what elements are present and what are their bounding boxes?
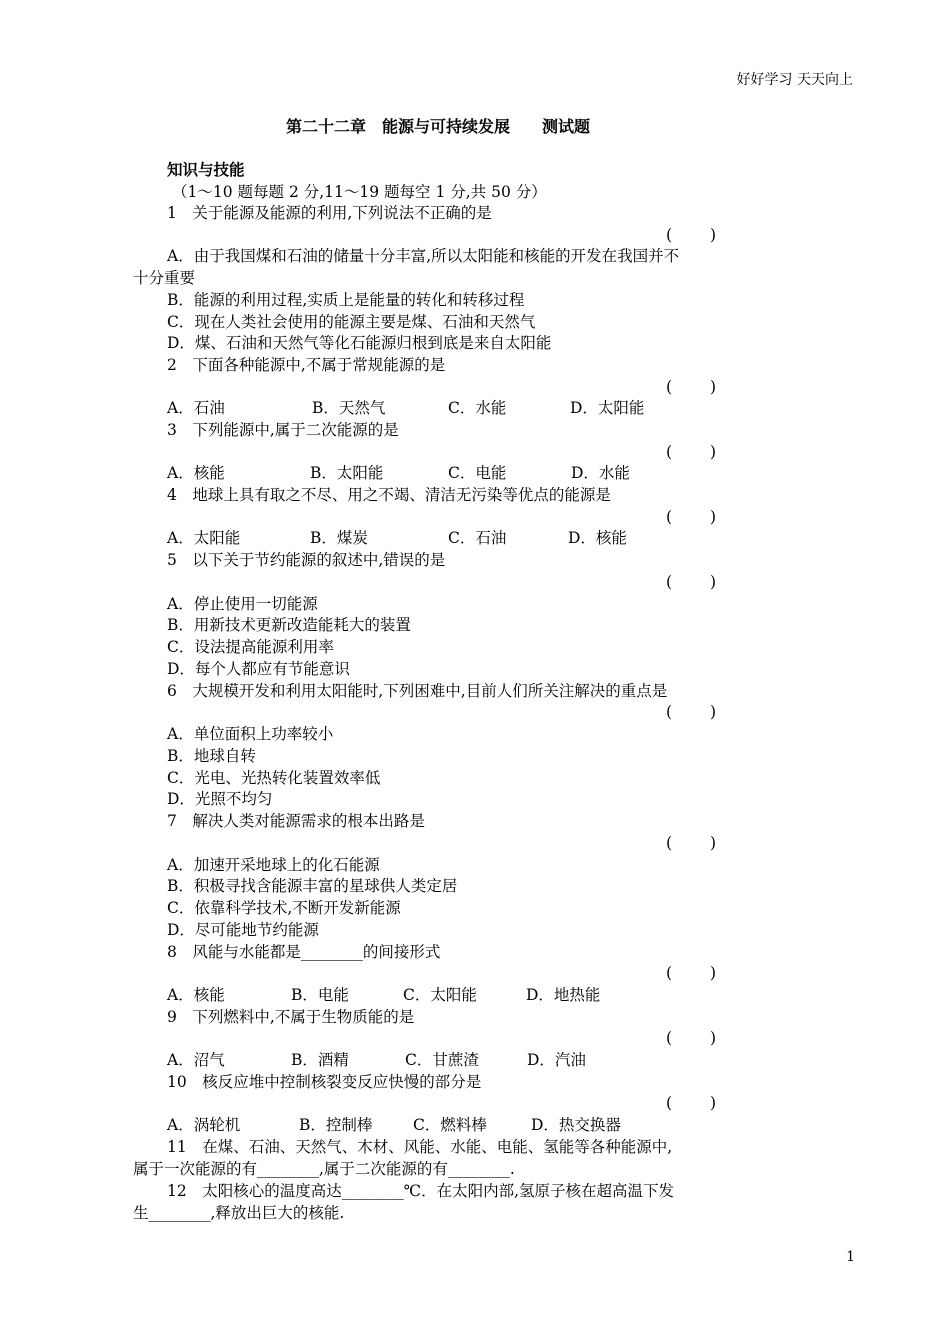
- option: B．煤炭: [310, 529, 368, 547]
- option: C．现在人类社会使用的能源主要是煤、石油和天然气: [167, 313, 536, 331]
- answer-paren: ( ): [666, 964, 716, 982]
- option: A．太阳能: [167, 529, 241, 547]
- option: A．停止使用一切能源: [167, 595, 318, 613]
- option: D．太阳能: [570, 399, 645, 417]
- section-title: 知识与技能: [167, 160, 245, 179]
- answer-paren: ( ): [666, 226, 716, 244]
- option: B．积极寻找含能源丰富的星球供人类定居: [167, 877, 458, 895]
- option: B．能源的利用过程,实质上是能量的转化和转移过程: [167, 291, 525, 309]
- option: D．煤、石油和天然气等化石能源归根到底是来自太阳能: [167, 334, 552, 352]
- question-stem: 9 下列燃料中,不属于生物质能的是: [167, 1008, 415, 1026]
- option-continuation: 十分重要: [133, 269, 196, 287]
- question-stem: 10 核反应堆中控制核裂变反应快慢的部分是: [167, 1073, 482, 1091]
- answer-paren: ( ): [666, 703, 716, 721]
- option: D．水能: [571, 464, 630, 482]
- option: A．核能: [167, 464, 225, 482]
- question-stem: 6 大规模开发和利用太阳能时,下列困难中,目前人们所关注解决的重点是: [167, 682, 668, 700]
- option: A．涡轮机: [167, 1116, 241, 1134]
- option: A．石油: [167, 399, 225, 417]
- answer-paren: ( ): [666, 508, 716, 526]
- question-stem: 1 关于能源及能源的利用,下列说法不正确的是: [167, 204, 492, 222]
- option: A．由于我国煤和石油的储量十分丰富,所以太阳能和核能的开发在我国并不: [167, 247, 680, 265]
- option: B．地球自转: [167, 747, 256, 765]
- option: B．用新技术更新改造能耗大的装置: [167, 616, 411, 634]
- answer-paren: ( ): [666, 1029, 716, 1047]
- option: D．地热能: [526, 986, 601, 1004]
- option: C．甘蔗渣: [405, 1051, 479, 1069]
- option: B．太阳能: [310, 464, 384, 482]
- option: A．单位面积上功率较小: [167, 725, 334, 743]
- answer-paren: ( ): [666, 834, 716, 852]
- fill-in-question: 12 太阳核心的温度高达________℃．在太阳内部,氢原子核在超高温下发: [167, 1182, 674, 1200]
- option: D．核能: [568, 529, 627, 547]
- option: C．光电、光热转化装置效率低: [167, 769, 381, 787]
- fill-in-question-continuation: 属于一次能源的有________,属于二次能源的有________.: [133, 1160, 515, 1178]
- option: D．热交换器: [531, 1116, 621, 1134]
- option: C．燃料棒: [413, 1116, 487, 1134]
- answer-paren: ( ): [666, 443, 716, 461]
- option: B．天然气: [312, 399, 386, 417]
- option: D．每个人都应有节能意识: [167, 660, 350, 678]
- option: C．依靠科学技术,不断开发新能源: [167, 899, 401, 917]
- option: C．水能: [448, 399, 507, 417]
- question-stem: 5 以下关于节约能源的叙述中,错误的是: [167, 551, 446, 569]
- option: B．电能: [291, 986, 349, 1004]
- fill-in-question-continuation: 生________,释放出巨大的核能.: [133, 1204, 345, 1222]
- option: D．尽可能地节约能源: [167, 921, 319, 939]
- question-stem: 2 下面各种能源中,不属于常规能源的是: [167, 356, 446, 374]
- question-stem: 3 下列能源中,属于二次能源的是: [167, 421, 399, 439]
- option: C．石油: [448, 529, 507, 547]
- option: D．光照不均匀: [167, 790, 273, 808]
- option: A．加速开采地球上的化石能源: [167, 856, 380, 874]
- option: B．控制棒: [299, 1116, 373, 1134]
- option: C．设法提高能源利用率: [167, 638, 334, 656]
- fill-in-question: 11 在煤、石油、天然气、木材、风能、水能、电能、氢能等各种能源中,: [167, 1138, 673, 1156]
- option: C．电能: [448, 464, 507, 482]
- question-stem: 4 地球上具有取之不尽、用之不竭、清洁无污染等优点的能源是: [167, 486, 611, 504]
- option: A．核能: [167, 986, 225, 1004]
- answer-paren: ( ): [666, 378, 716, 396]
- answer-paren: ( ): [666, 1094, 716, 1112]
- page-number: 1: [846, 1249, 855, 1265]
- option: B．酒精: [291, 1051, 349, 1069]
- answer-paren: ( ): [666, 573, 716, 591]
- page-header: 好好学习 天天向上: [736, 72, 853, 88]
- option: C．太阳能: [403, 986, 477, 1004]
- question-stem: 7 解决人类对能源需求的根本出路是: [167, 812, 425, 830]
- question-stem: 8 风能与水能都是________的间接形式: [167, 943, 441, 961]
- score-note: （1～10 题每题 2 分,11～19 题每空 1 分,共 50 分）: [172, 183, 547, 201]
- option: D．汽油: [527, 1051, 586, 1069]
- option: A．沼气: [167, 1051, 225, 1069]
- page-title: 第二十二章 能源与可持续发展 测试题: [286, 117, 591, 136]
